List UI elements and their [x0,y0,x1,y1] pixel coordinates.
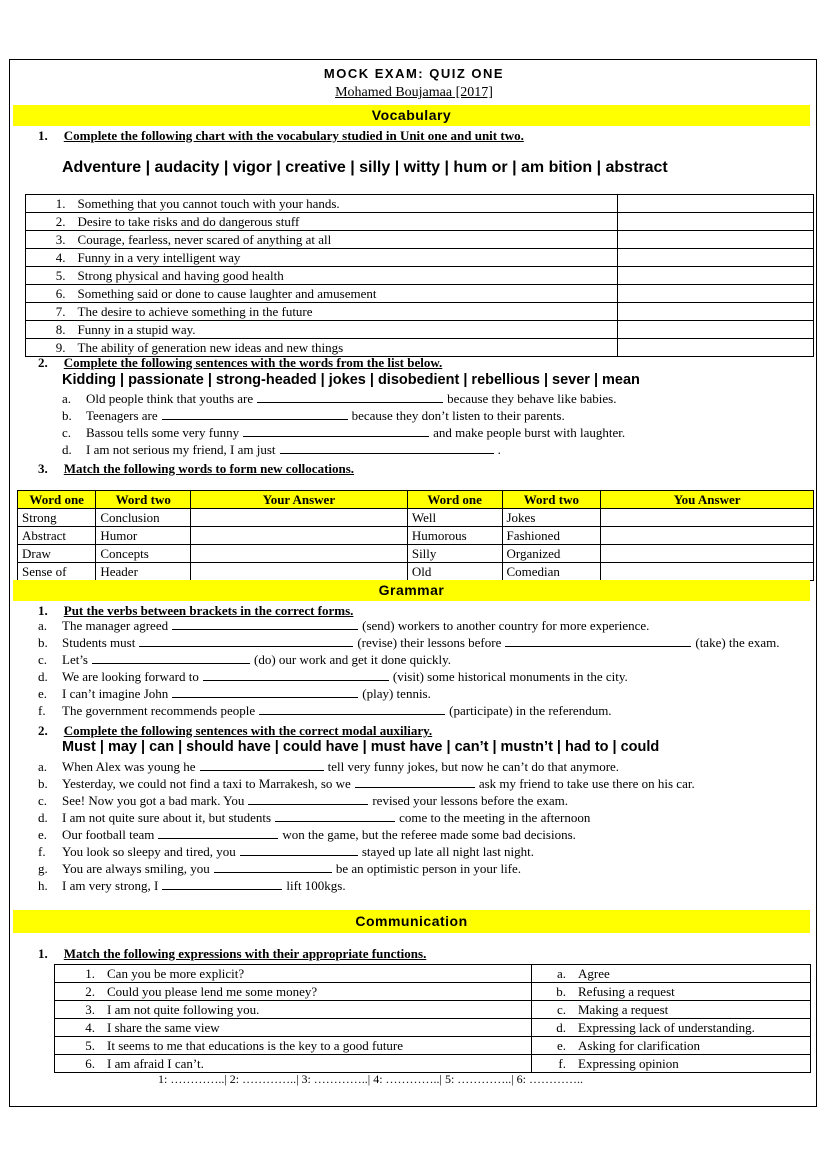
definition-row [26,303,814,321]
sentence-end: because they behave like babies. [447,391,617,406]
answer-blank[interactable] [240,844,358,856]
sentence-item [38,685,779,702]
expression-number: 3. [55,1001,104,1019]
sentence-start: I am very strong, I [62,878,159,893]
answer-blank[interactable] [248,793,368,805]
expression-text: Can you be more explicit? [103,965,532,983]
sentence-start: Let’s [62,652,88,667]
sentence-end: lift 100kgs. [286,878,346,893]
definition-text: Funny in a very intelligent way [74,249,618,267]
answer-blank[interactable] [92,652,250,664]
definition-row [26,321,814,339]
item-letter: g. [38,861,48,876]
sentence-end: revised your lessons before the exam. [372,793,569,808]
collocation-row [18,563,814,581]
function-letter: b. [532,983,575,1001]
answer-blank[interactable] [275,810,395,822]
word-one: Silly [407,545,502,563]
function-letter: e. [532,1037,575,1055]
grammar-q2-sentences [38,758,695,894]
sentence-middle: (visit) some historical monuments in the city. [392,669,628,684]
sentence-item [38,651,779,668]
answer-blank[interactable] [214,861,332,873]
sentence-start: Yesterday, we could not find a taxi to Marrakesh, so we [62,776,351,791]
sentence-start: I am not serious my friend, I am just [86,442,276,457]
sentence-start: We are looking forward to [62,669,199,684]
collocation-row [18,509,814,527]
expression-row [55,1037,811,1055]
expression-text: I am afraid I can’t. [103,1055,532,1073]
answer-blank[interactable] [505,635,691,647]
section-heading-vocabulary: Vocabulary [13,105,810,126]
answer-blank[interactable] [139,635,353,647]
grammar-q1-instruction: 1. Put the verbs between brackets in the correct forms. [38,603,354,618]
expression-text: I share the same view [103,1019,532,1037]
expression-text: Could you please lend me some money? [103,983,532,1001]
definition-text: Something that you cannot touch with your hands. [74,195,618,213]
function-text: Agree [574,965,811,983]
word-one: Humorous [407,527,502,545]
sentence-item [62,424,625,441]
expression-row [55,1055,811,1073]
definition-number: 9. [26,339,74,357]
definition-answer-cell[interactable] [618,249,814,267]
sentence-item [38,843,695,860]
sentence-item [62,441,625,458]
answer-blank[interactable] [355,776,475,788]
vocab-q2-sentences [62,390,625,458]
sentence-end: and make people burst with laughter. [433,425,626,440]
collocations-table [17,490,814,581]
item-letter: f. [38,844,46,859]
definition-number: 7. [26,303,74,321]
sentence-item [62,407,625,424]
sentence-start: I can’t imagine John [62,686,169,701]
sentence-middle: (revise) their lessons before [357,635,502,650]
sentence-item [38,877,695,894]
function-letter: d. [532,1019,575,1037]
expression-number: 6. [55,1055,104,1073]
word-two: Comedian [502,563,601,581]
answer-cell[interactable] [601,509,814,527]
sentence-item [38,792,695,809]
answer-cell[interactable] [191,563,408,581]
item-letter: e. [38,827,48,842]
sentence-start: The government recommends people [62,703,256,718]
grammar-q1-sentences [38,617,779,719]
column-header: Word two [502,491,601,509]
sentence-start: You are always smiling, you [62,861,210,876]
definition-number: 4. [26,249,74,267]
definition-number: 2. [26,213,74,231]
expression-number: 5. [55,1037,104,1055]
author-line: Mohamed Boujamaa [2017] [335,85,493,100]
vocab-q3-instruction: 3. Match the following words to form new collocations. [38,461,355,476]
definition-number: 3. [26,231,74,249]
definition-answer-cell[interactable] [618,285,814,303]
definition-answer-cell[interactable] [618,339,814,357]
item-letter: f. [38,703,46,718]
collocations-header-row [18,491,814,509]
sentence-start: The manager agreed [62,618,169,633]
item-letter: c. [38,652,48,667]
definition-text: Courage, fearless, never scared of anything at all [74,231,618,249]
definition-number: 1. [26,195,74,213]
sentence-item [38,617,779,634]
expression-number: 2. [55,983,104,1001]
function-text: Making a request [574,1001,811,1019]
exam-title: MOCK EXAM: QUIZ ONE [323,66,505,81]
sentence-start: Students must [62,635,136,650]
item-letter: a. [38,618,48,633]
item-letter: d. [38,669,48,684]
definition-row [26,195,814,213]
sentence-end: tell very funny jokes, but now he can’t do that anymore. [327,759,620,774]
definition-text: Something said or done to cause laughter and amusement [74,285,618,303]
word-two: Fashioned [502,527,601,545]
word-two: Humor [96,527,191,545]
answer-cell[interactable] [601,563,814,581]
sentence-item [38,668,779,685]
sentence-item [38,809,695,826]
sentence-end: . [497,442,501,457]
sentence-end: be an optimistic person in your life. [335,861,522,876]
grammar-q2-word-list: Must | may | can | should have | could have | must have | can’t | mustn’t | had to | could [62,739,660,755]
definition-text: The ability of generation new ideas and new things [74,339,618,357]
expression-row [55,1001,811,1019]
definition-answer-cell[interactable] [618,321,814,339]
definition-number: 6. [26,285,74,303]
definition-answer-cell[interactable] [618,213,814,231]
function-text: Expressing lack of understanding. [574,1019,811,1037]
expression-row [55,965,811,983]
word-two: Organized [502,545,601,563]
item-letter: c. [62,425,72,440]
item-letter: d. [62,442,72,457]
definition-answer-cell[interactable] [618,231,814,249]
word-one: Old [407,563,502,581]
exam-page [9,59,817,1107]
answer-cell[interactable] [191,527,408,545]
vocab-definitions-table [25,194,814,357]
vocab-q2-word-list: Kidding | passionate | strong-headed | jokes | disobedient | rebellious | sever | mean [62,372,640,388]
definition-row [26,285,814,303]
function-letter: a. [532,965,575,983]
answer-blank[interactable] [259,703,445,715]
functions-matching-table [54,964,811,1073]
definition-text: Funny in a stupid way. [74,321,618,339]
answer-blank[interactable] [158,827,278,839]
item-letter: d. [38,810,48,825]
item-letter: e. [38,686,48,701]
answer-key-line: 1: …………..| 2: …………..| 3: …………..| 4: …………..| 5: …………..| 6: ………….. [158,1072,584,1086]
section-heading-grammar: Grammar [13,580,810,601]
expression-text: It seems to me that educations is the key to a good future [103,1037,532,1055]
answer-cell[interactable] [601,527,814,545]
definition-number: 5. [26,267,74,285]
answer-blank[interactable] [280,442,494,454]
answer-cell[interactable] [191,509,408,527]
answer-blank[interactable] [257,391,443,403]
definition-row [26,267,814,285]
definition-number: 8. [26,321,74,339]
answer-blank[interactable] [243,425,429,437]
function-text: Refusing a request [574,983,811,1001]
item-letter: b. [38,635,48,650]
expression-number: 4. [55,1019,104,1037]
sentence-end: come to the meeting in the afternoon [399,810,591,825]
definition-row [26,213,814,231]
sentence-end: (take) the exam. [695,635,780,650]
sentence-item [38,826,695,843]
item-letter: a. [62,391,72,406]
definition-answer-cell[interactable] [618,267,814,285]
answer-blank[interactable] [200,759,324,771]
vocab-q1-word-list: Adventure | audacity | vigor | creative | silly | witty | hum or | am bition | abstract [62,159,668,176]
sentence-item [38,860,695,877]
function-text: Asking for clarification [574,1037,811,1055]
sentence-start: Our football team [62,827,155,842]
sentence-end: won the game, but the referee made some bad decisions. [282,827,576,842]
item-letter: c. [38,793,48,808]
sentence-end: ask my friend to take use there on his car. [478,776,695,791]
definition-row [26,249,814,267]
expression-row [55,1019,811,1037]
column-header: You Answer [601,491,814,509]
answer-blank[interactable] [203,669,389,681]
answer-blank[interactable] [172,686,358,698]
sentence-middle: (send) workers to another country for more experience. [362,618,650,633]
word-two: Concepts [96,545,191,563]
sentence-start: Old people think that youths are [86,391,254,406]
word-one: Sense of [18,563,96,581]
expression-text: I am not quite following you. [103,1001,532,1019]
word-two: Conclusion [96,509,191,527]
vocab-q1-instruction: 1. Complete the following chart with the vocabulary studied in Unit one and unit two. [38,128,524,143]
word-one: Strong [18,509,96,527]
definition-row [26,231,814,249]
collocation-row [18,527,814,545]
answer-blank[interactable] [162,878,282,890]
sentence-start: You look so sleepy and tired, you [62,844,236,859]
function-letter: f. [532,1055,575,1073]
collocation-row [18,545,814,563]
column-header: Word one [407,491,502,509]
item-letter: h. [38,878,48,893]
word-one: Well [407,509,502,527]
word-two: Jokes [502,509,601,527]
sentence-item [62,390,625,407]
column-header: Your Answer [191,491,408,509]
answer-blank[interactable] [172,618,358,630]
definition-answer-cell[interactable] [618,303,814,321]
sentence-start: Teenagers are [86,408,158,423]
item-letter: a. [38,759,48,774]
function-letter: c. [532,1001,575,1019]
sentence-start: Bassou tells some very funny [86,425,240,440]
definition-text: Desire to take risks and do dangerous stuff [74,213,618,231]
word-two: Header [96,563,191,581]
sentence-middle: (play) tennis. [362,686,431,701]
column-header: Word one [18,491,96,509]
sentence-end: because they don’t listen to their parents. [351,408,565,423]
answer-blank[interactable] [162,408,348,420]
sentence-item [38,758,695,775]
answer-cell[interactable] [601,545,814,563]
sentence-middle: (participate) in the referendum. [449,703,612,718]
sentence-item [38,775,695,792]
sentence-start: I am not quite sure about it, but students [62,810,272,825]
sentence-item [38,702,779,719]
expression-number: 1. [55,965,104,983]
section-heading-communication: Communication [13,910,810,933]
definition-text: The desire to achieve something in the future [74,303,618,321]
definition-answer-cell[interactable] [618,195,814,213]
word-one: Draw [18,545,96,563]
column-header: Word two [96,491,191,509]
sentence-start: See! Now you got a bad mark. You [62,793,245,808]
sentence-item [38,634,779,651]
item-letter: b. [62,408,72,423]
item-letter: b. [38,776,48,791]
vocab-q2-instruction: 2. Complete the following sentences with the words from the list below. [38,355,443,370]
word-one: Abstract [18,527,96,545]
expression-row [55,983,811,1001]
comm-q1-instruction: 1. Match the following expressions with their appropriate functions. [38,946,427,961]
function-text: Expressing opinion [574,1055,811,1073]
grammar-q2-instruction: 2. Complete the following sentences with the correct modal auxiliary. [38,723,433,738]
sentence-start: When Alex was young he [62,759,196,774]
definition-text: Strong physical and having good health [74,267,618,285]
sentence-middle: (do) our work and get it done quickly. [254,652,451,667]
sentence-end: stayed up late all night last night. [361,844,535,859]
answer-cell[interactable] [191,545,408,563]
